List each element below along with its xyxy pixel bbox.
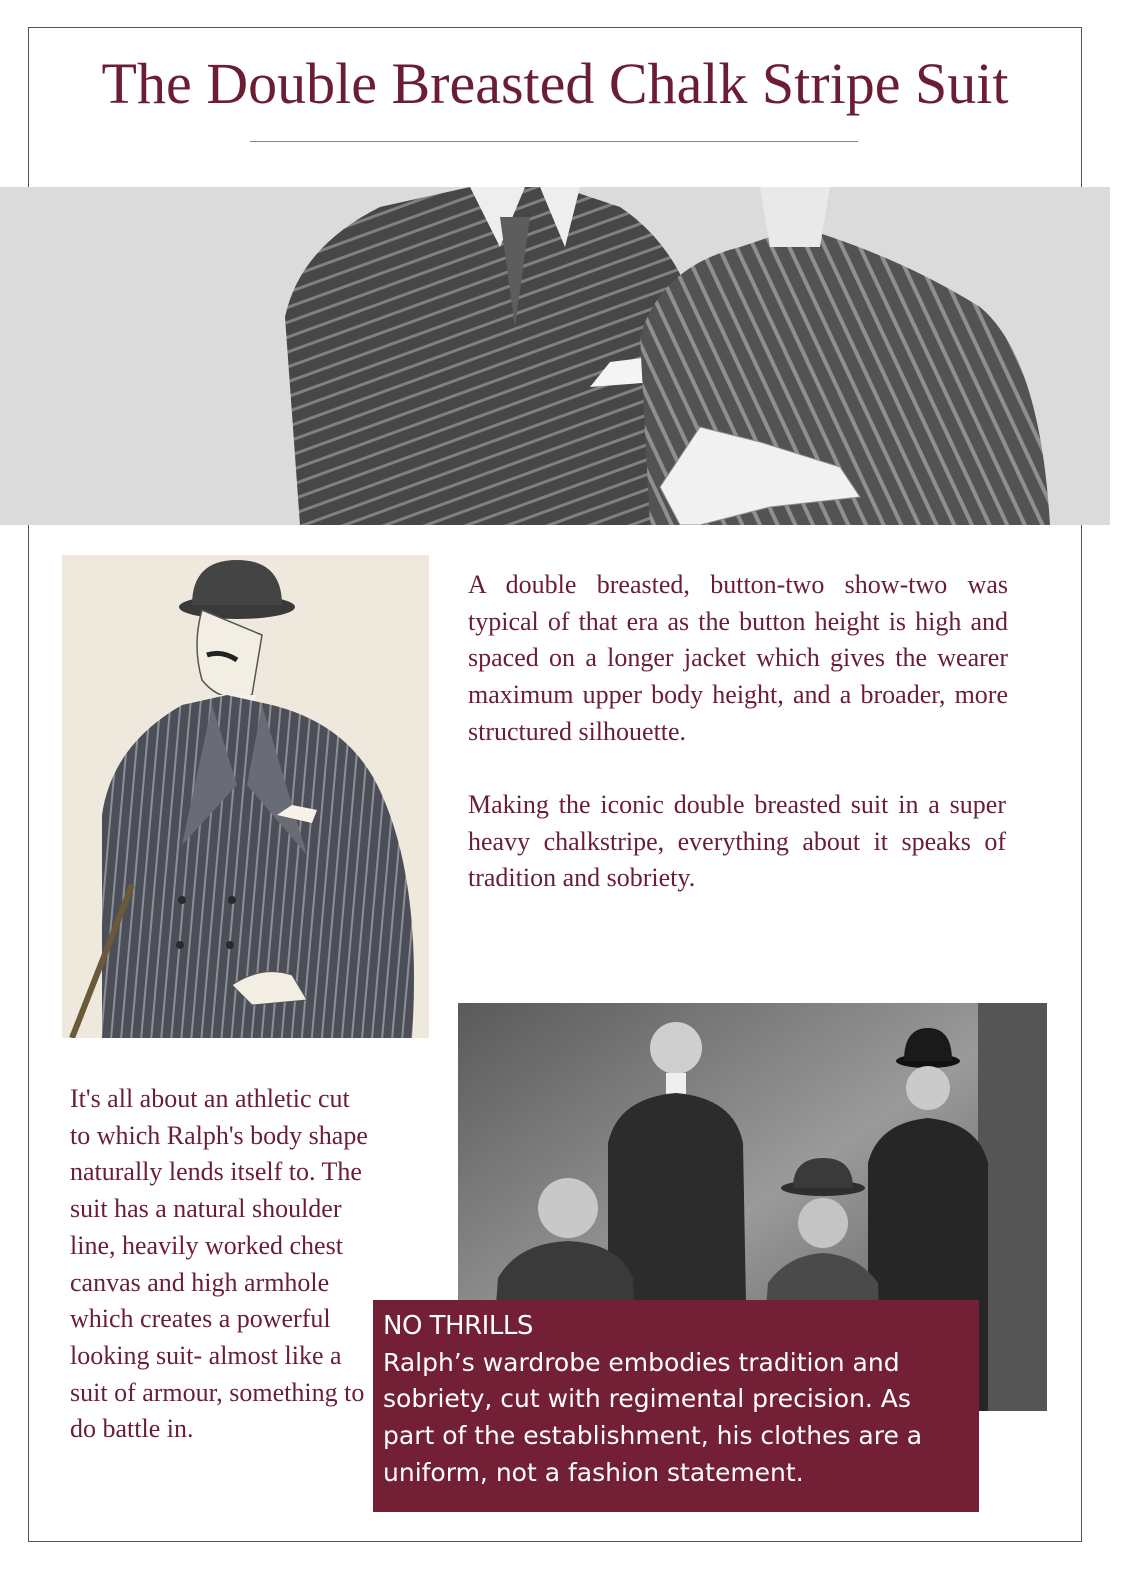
intro-paragraph-1: A double breasted, button-two show-two was typical of that era as the button height is high and spaced on a longer jacket which gives the wearer maximum upper body height, and a broader, more structured silhouette.	[468, 570, 1008, 746]
side-paragraph: It's all about an athletic cut to which Ralph's body shape naturally lends itself to. The suit has a natural shoulder line, heavily worked chest canvas and high armhole which creates a powerful looking suit- almost like a suit of armour, something to do battle in.	[70, 1084, 368, 1444]
callout-heading: NO THRILLS	[383, 1311, 533, 1341]
title-divider	[250, 141, 858, 142]
page-title: The Double Breasted Chalk Stripe Suit	[101, 51, 1009, 116]
callout-body: Ralph’s wardrobe embodies tradition and sobriety, cut with regimental precision. As part of the establishment, his clothes are a uniform, not a fashion statement.	[383, 1347, 923, 1487]
callout-box	[373, 1300, 979, 1512]
banner-illustration	[0, 187, 1110, 525]
intro-paragraph-2: Making the iconic double breasted suit in a super heavy chalkstripe, everything about it speaks of tradition and sobriety.	[468, 790, 1006, 893]
left-illustration	[62, 555, 429, 1038]
